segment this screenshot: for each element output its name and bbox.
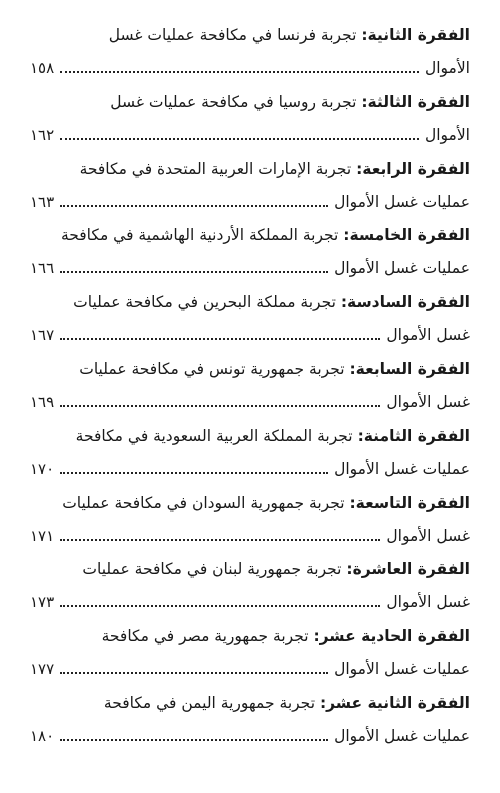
entry-continuation-line	[30, 591, 470, 613]
section-title-continued: عمليات غسل الأموال	[334, 459, 470, 478]
entry-title-line	[110, 91, 470, 113]
toc-entry	[30, 546, 470, 613]
entry-continuation-line	[30, 57, 470, 79]
dot-leader	[60, 318, 380, 340]
toc-entry	[30, 79, 470, 146]
toc-entry	[30, 613, 470, 680]
entry-title-line	[109, 24, 470, 46]
section-heading: الفقرة الرابعة:	[356, 159, 470, 178]
entry-title-line	[82, 558, 470, 580]
section-heading: الفقرة الثانية عشر:	[319, 693, 470, 712]
entry-continuation-line	[30, 324, 470, 346]
section-title-continued: عمليات غسل الأموال	[334, 259, 470, 278]
page-number: ١٧٧	[30, 660, 55, 679]
entry-title-line	[79, 358, 470, 380]
dot-leader	[60, 452, 328, 474]
toc-entry	[30, 413, 470, 480]
section-title-continued: عمليات غسل الأموال	[334, 192, 470, 211]
section-title: تجربة فرنسا في مكافحة عمليات غسل	[108, 26, 362, 44]
section-title-continued: الأموال	[424, 59, 470, 77]
page-number: ١٦٩	[30, 392, 55, 411]
entry-title-line	[61, 224, 470, 246]
toc-entry	[30, 279, 470, 346]
toc-entry	[30, 346, 470, 413]
entry-title-line	[62, 492, 470, 514]
toc-entry	[30, 146, 470, 213]
toc-entry	[30, 480, 470, 547]
table-of-contents	[30, 12, 470, 747]
page-number: ١٨٠	[30, 726, 55, 745]
dot-leader	[60, 519, 380, 541]
entry-title-line	[102, 625, 470, 647]
dot-leader	[60, 385, 380, 407]
section-title: تجربة جمهورية تونس في مكافحة عمليات	[79, 359, 350, 378]
entry-title-line	[104, 692, 470, 714]
section-title: تجربة جمهورية مصر في مكافحة	[101, 627, 314, 646]
dot-leader	[60, 719, 328, 741]
entry-continuation-line	[30, 124, 470, 146]
section-title: تجربة روسيا في مكافحة عمليات غسل	[110, 92, 362, 111]
section-heading: الفقرة الثامنة:	[357, 426, 470, 445]
entry-continuation-line	[30, 458, 470, 480]
page-number: ١٧٠	[30, 459, 55, 478]
section-title: تجربة المملكة الأردنية الهاشمية في مكافحة	[60, 226, 344, 245]
entry-continuation-line	[30, 658, 470, 680]
section-title: تجربة المملكة العربية السعودية في مكافحة	[75, 426, 358, 445]
section-title-continued: غسل الأموال	[386, 326, 470, 345]
section-heading: الفقرة الثانية:	[361, 26, 470, 44]
toc-entry	[30, 12, 470, 79]
section-heading: الفقرة التاسعة:	[349, 493, 470, 512]
page-number: ١٦٦	[30, 259, 55, 278]
toc-entry	[30, 680, 470, 747]
section-title: تجربة جمهورية السودان في مكافحة عمليات	[62, 493, 350, 512]
dot-leader	[60, 652, 328, 674]
entry-continuation-line	[30, 725, 470, 747]
page-number: ١٧١	[30, 526, 55, 545]
page-number: ١٦٣	[30, 192, 55, 211]
section-heading: الفقرة الثالثة:	[361, 92, 470, 111]
section-title-continued: عمليات غسل الأموال	[334, 726, 470, 745]
dot-leader	[60, 251, 328, 273]
section-heading: الفقرة الحادية عشر:	[313, 627, 470, 646]
entry-title-line	[73, 291, 470, 313]
page-number: ١٧٣	[30, 593, 55, 612]
dot-leader	[60, 51, 419, 73]
entry-title-line	[76, 425, 470, 447]
toc-entry	[30, 212, 470, 279]
section-heading: الفقرة السادسة:	[340, 293, 470, 312]
entry-continuation-line	[30, 525, 470, 547]
dot-leader	[60, 118, 419, 140]
section-title-continued: الأموال	[424, 125, 470, 144]
entry-continuation-line	[30, 391, 470, 413]
dot-leader	[60, 185, 328, 207]
section-heading: الفقرة السابعة:	[349, 359, 470, 378]
section-title-continued: غسل الأموال	[386, 392, 470, 411]
section-title-continued: غسل الأموال	[386, 593, 470, 612]
section-heading: الفقرة العاشرة:	[346, 560, 470, 579]
section-title-continued: عمليات غسل الأموال	[334, 660, 470, 679]
section-title: تجربة جمهورية لبنان في مكافحة عمليات	[82, 560, 347, 579]
page-number: ١٦٢	[30, 125, 55, 144]
section-title-continued: غسل الأموال	[386, 526, 470, 545]
section-title: تجربة مملكة البحرين في مكافحة عمليات	[73, 293, 341, 312]
entry-title-line	[80, 158, 470, 180]
page-number: ١٦٧	[30, 326, 55, 345]
section-heading: الفقرة الخامسة:	[343, 226, 470, 245]
section-title: تجربة جمهورية اليمن في مكافحة	[103, 693, 320, 712]
page-number: ١٥٨	[30, 59, 55, 77]
section-title: تجربة الإمارات العربية المتحدة في مكافحة	[79, 159, 357, 178]
entry-continuation-line	[30, 191, 470, 213]
dot-leader	[60, 585, 380, 607]
entry-continuation-line	[30, 257, 470, 279]
